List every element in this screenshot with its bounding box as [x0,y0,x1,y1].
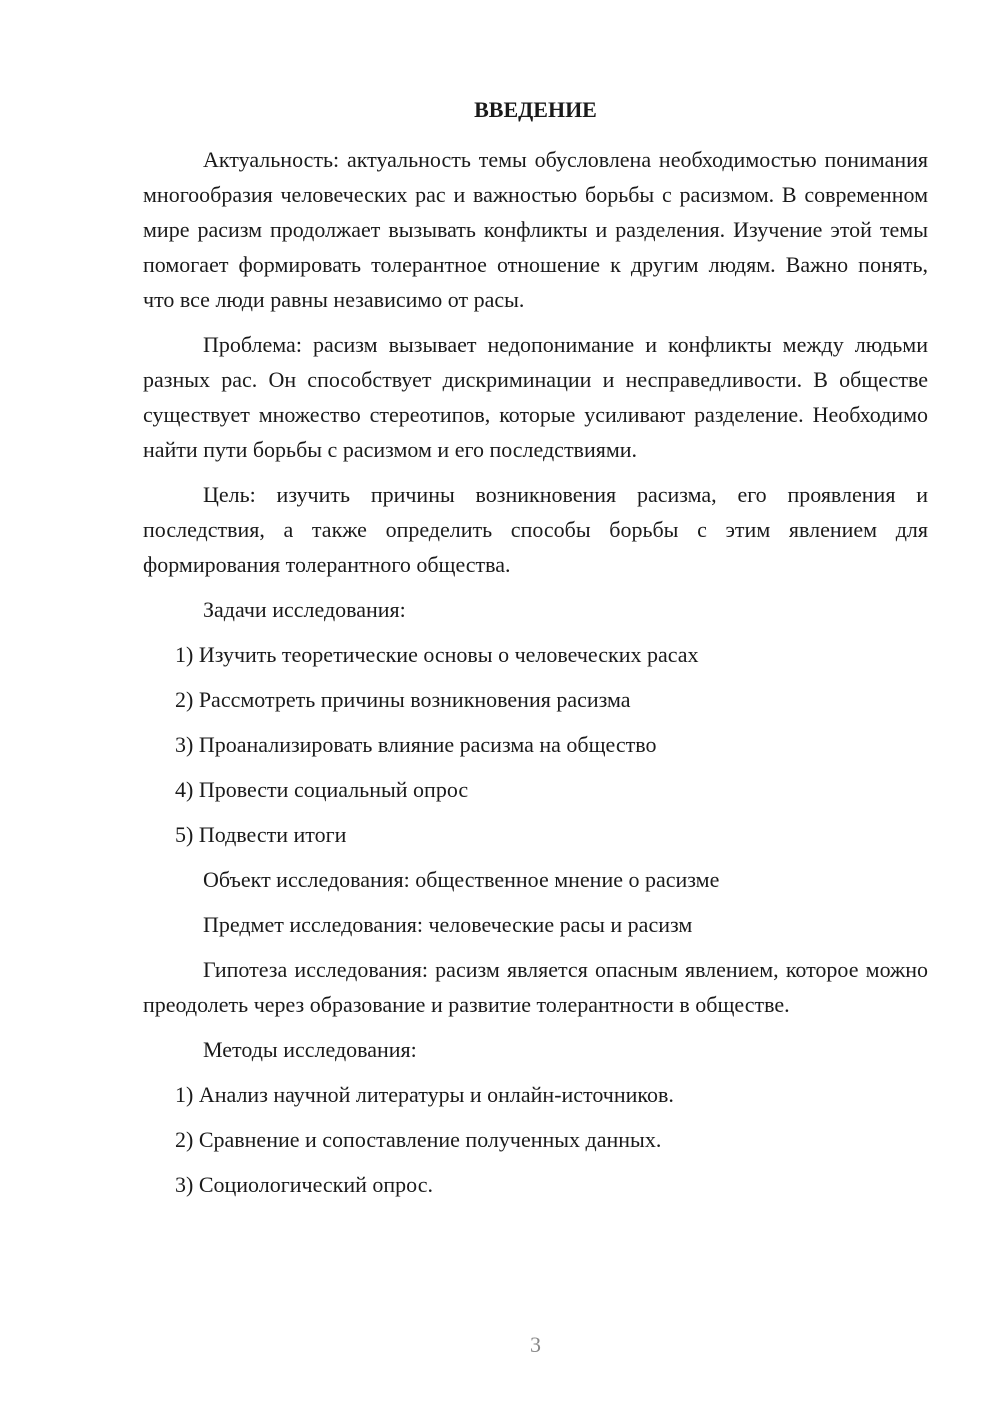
tasks-heading: Задачи исследования: [203,597,406,622]
method-item: 1) Анализ научной литературы и онлайн-источников. [175,1082,674,1107]
method-item: 3) Социологический опрос. [175,1172,433,1197]
document-page [143,92,928,1212]
page-number: 3 [530,1332,541,1357]
task-item: 5) Подвести итоги [175,822,347,847]
subject-paragraph: Предмет исследования: человеческие расы и расизм [203,912,693,937]
method-item: 2) Сравнение и сопоставление полученных данных. [175,1127,662,1152]
hypothesis-paragraph: Гипотеза исследования: расизм является опасным явлением, которое можно преодолеть через образование и развитие толерантности в обществе. [143,957,928,1017]
methods-heading: Методы исследования: [203,1037,417,1062]
task-item: 1) Изучить теоретические основы о человеческих расах [175,642,699,667]
object-paragraph: Объект исследования: общественное мнение о расизме [203,867,720,892]
section-title: ВВЕДЕНИЕ [474,97,597,122]
goal-paragraph: Цель: изучить причины возникновения расизма, его проявления и последствия, а также определить способы борьбы с этим явлением для формирования толерантного общества. [143,482,928,577]
task-item: 4) Провести социальный опрос [175,777,469,802]
task-item: 2) Рассмотреть причины возникновения расизма [175,687,631,712]
problem-paragraph: Проблема: расизм вызывает недопонимание и конфликты между людьми разных рас. Он способствует дискриминации и несправедливости. В обществе существует множество стереотипов, которые усиливают разделение. Необходимо найти пути борьбы с расизмом и его последствиями. [143,332,928,462]
relevance-paragraph: Актуальность: актуальность темы обусловлена необходимостью понимания многообразия человеческих рас и важностью борьбы с расизмом. В современном мире расизм продолжает вызывать конфликты и разделения. Изучение этой темы помогает формировать толерантное отношение к другим людям. Важно понять, что все люди равны независимо от расы. [143,147,928,312]
task-item: 3) Проанализировать влияние расизма на общество [175,732,657,757]
